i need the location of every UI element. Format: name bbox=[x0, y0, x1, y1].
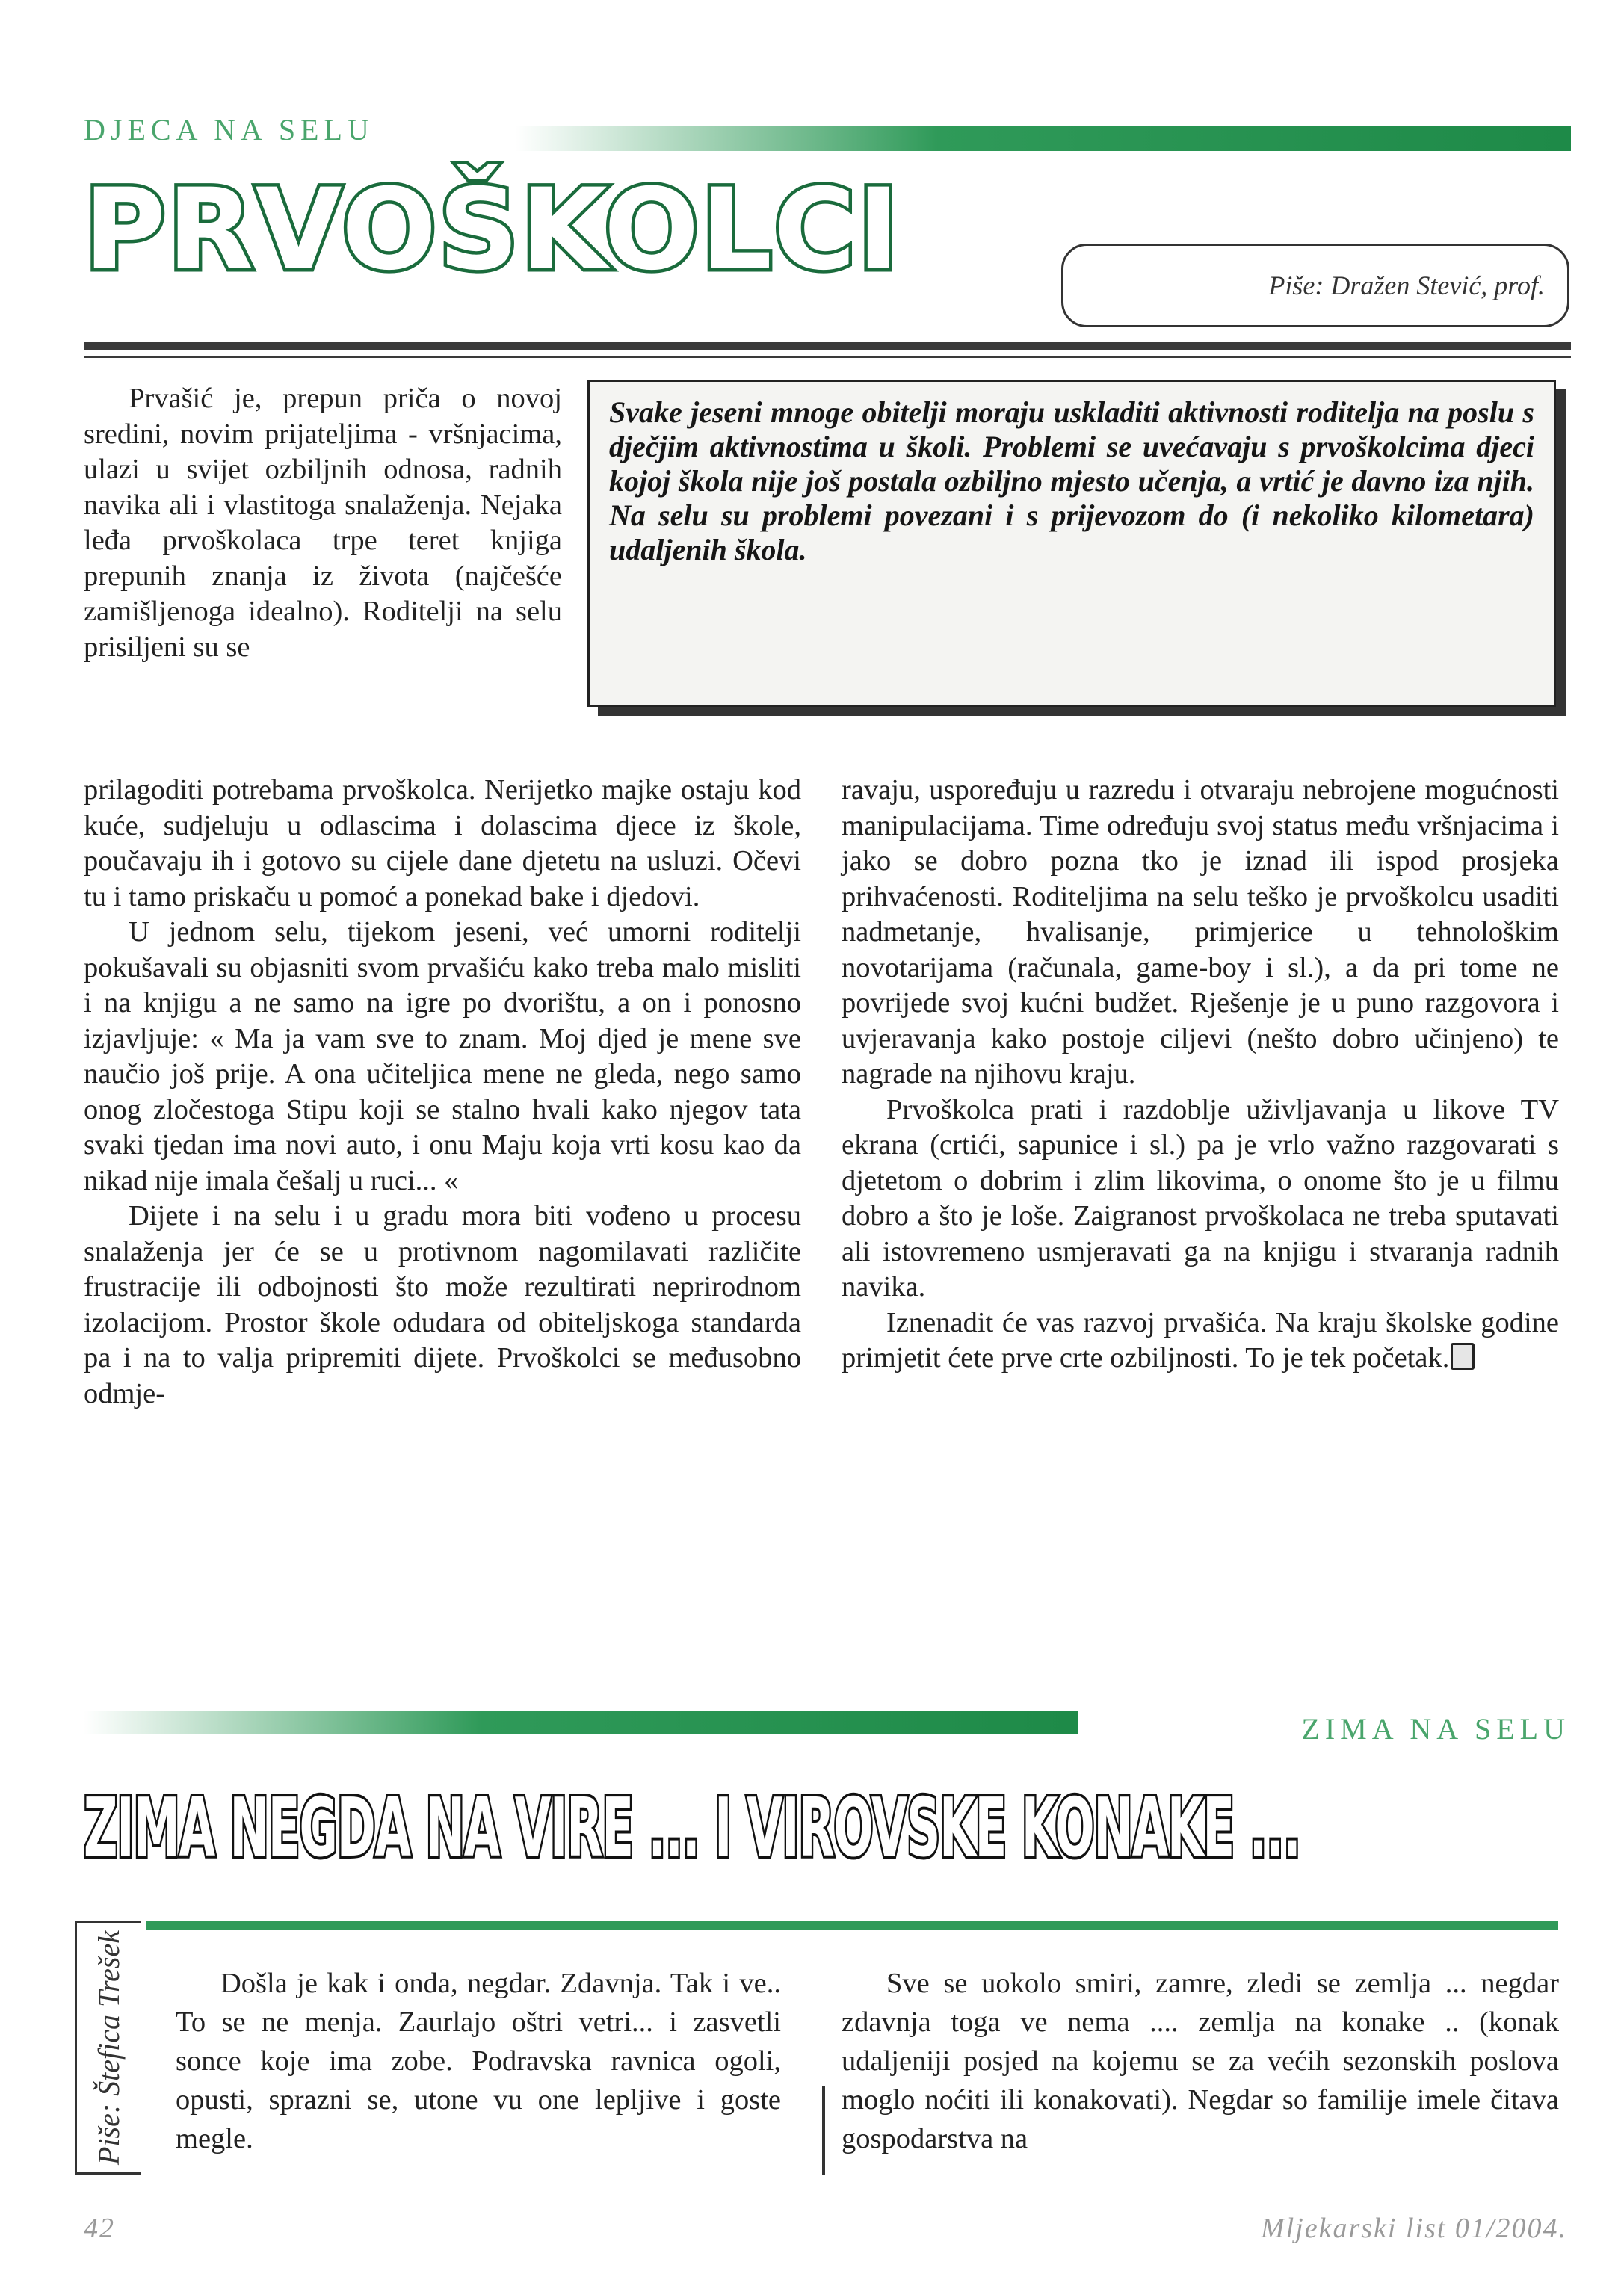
article1-col1-top bbox=[84, 381, 562, 665]
author-box bbox=[1061, 244, 1569, 327]
end-of-article-icon bbox=[1451, 1343, 1475, 1370]
zima-body-green-bar bbox=[146, 1921, 1558, 1930]
zima-title: ZIMA NEGDA NA VIRE ... I VIROVSKE KONAKE ... bbox=[84, 1782, 1300, 1875]
section-label: DJECA NA SELU bbox=[84, 113, 374, 146]
zima-col1 bbox=[176, 1964, 781, 2158]
lead-box bbox=[587, 380, 1556, 707]
header-rule-thin bbox=[84, 356, 1571, 358]
paragraph: Dijete i na selu i u gradu mora biti vođeno u procesu snalaženja jer će se u protivnom nagomilavati različite frustracije ili odbojnosti što može rezultirati neprirodnom izolacijom. Prostor škole odudara od obiteljskoga standarda pa i na to valja pripremiti dijete. Prvoškolci se međusobno odmje- bbox=[84, 1200, 801, 1409]
paragraph: Došla je kak i onda, negdar. Zdavnja. Tak i ve.. To se ne menja. Zaurlajo oštri vetri... i zasvetli sonce koje ima zobe. Podravska ravnica ogoli, opusti, sprazni se, utone vu one lepljive i goste megle. bbox=[176, 1968, 781, 2154]
zima-section-label: ZIMA NA SELU bbox=[1301, 1712, 1570, 1746]
zima-col2 bbox=[842, 1964, 1559, 2158]
paragraph: Prvašić je, prepun priča o novoj sredini, novim prijateljima - vršnjacima, ulazi u svijet ozbiljnih odnosa, radnih navika ali i vlastitoga snalaženja. Nejaka leđa prvoškolaca trpe teret knjiga prepunih znanja iz života (najčešće zamišljenoga idealno). Roditelji na selu prisiljeni su se bbox=[84, 383, 562, 663]
article1-col1 bbox=[84, 773, 801, 1412]
paragraph: U jednom selu, tijekom jeseni, već umorni roditelji pokušavali su objasniti svom prvašiću kako treba malo misliti i na knjigu a ne samo na igre po dvorištu, a on i ponosno izjavljuje: « Ma ja vam sve to znam. Moj djed je mene sve naučio još prije. A ona učiteljica mene ne gleda, nego samo onog zločestoga Stipu koji se stalno hvali kako njegov tata svaki tjedan ima novi auto, i onu Maju koja vrti kosu kao da nikad nije imala češalj u ruci... « bbox=[84, 916, 801, 1196]
zima-frame-divider bbox=[822, 2086, 825, 2175]
closing-text: Iznenadit će vas razvoj prvašića. Na kraju školske godine primjetit ćete prve crte ozbiljnosti. To je tek početak. bbox=[842, 1306, 1559, 1374]
author-name: Piše: Dražen Stević, prof. bbox=[1268, 271, 1545, 300]
publication-name: Mljekarski list 01/2004. bbox=[1260, 2213, 1567, 2244]
header-green-bar bbox=[516, 126, 1571, 151]
page-number: 42 bbox=[84, 2213, 115, 2244]
paragraph: prilagoditi potrebama prvoškolca. Nerijetko majke ostaju kod kuće, sudjeluju u odlascima i dolascima djece iz škole, poučavaju ih i gotovo su cijele dane djetetu na usluzi. Očevi tu i tamo priskaču u pomoć a ponekad bake i djedovi. bbox=[84, 774, 801, 912]
zima-author-frame bbox=[75, 1921, 141, 2175]
paragraph: Sve se uokolo smiri, zamre, zledi se zemlja ... negdar zdavnja toga ve nema .... zemlja na konake .. (konak udaljeniji posjed na kojemu se za većih sezonskih poslova moglo noćiti ili konakovati). Negdar so familije imele čitava gospodarstva na bbox=[842, 1968, 1559, 2154]
article-title: PRVOŠKOLCI bbox=[84, 165, 901, 295]
paragraph: Prvoškolca prati i razdoblje uživljavanja u likove TV ekrana (crtići, sapunice i sl.) pa je vrlo važno razgovarati s djetetom o dobrim i zlim likovima, o onome što je u filmu dobro a što je loše. Zaigranost prvoškolaca ne treba sputavati ali istovremeno usmjeravati ga na knjigu i stvaranja radnih navika. bbox=[842, 1093, 1559, 1303]
paragraph: ravaju, uspoređuju u razredu i otvaraju nebrojene mogućnosti manipulacijama. Time određuju svoj status među vršnjacima i jako se dobro pozna tko je iznad ili ispod prosjeka prihvaćenosti. Roditeljima na selu teško je prvoškolcu usaditi nadmetanje, hvalisanje, primjerice u tehnološkim novotarijama (računala, game-boy i sl.), a da pri tome ne povrijede svoj kućni budžet. Rješenje je u puno razgovora i uvjeravanja kako postoje ciljevi (nešto dobro učinjeno) te nagrade na njihovu kraju. bbox=[842, 774, 1559, 1090]
header-rule bbox=[84, 342, 1571, 350]
article1-col2 bbox=[842, 773, 1559, 1377]
lead-text: Svake jeseni mnoge obitelji moraju uskladiti aktivnosti roditelja na poslu s dječjim aktivnostima u školi. Problemi se uvećavaju s prvoškolcima djeci kojoj škola nije još postala ozbiljno mjesto učenja, a vrtić je davno iza njih. Na selu su problemi povezani i s prijevozom do (i nekoliko kilometara) udaljenih škola. bbox=[609, 395, 1534, 566]
paragraph bbox=[842, 1306, 1559, 1377]
zima-green-bar bbox=[84, 1711, 1078, 1734]
zima-author: Piše: Štefica Trešek bbox=[92, 1930, 126, 2165]
